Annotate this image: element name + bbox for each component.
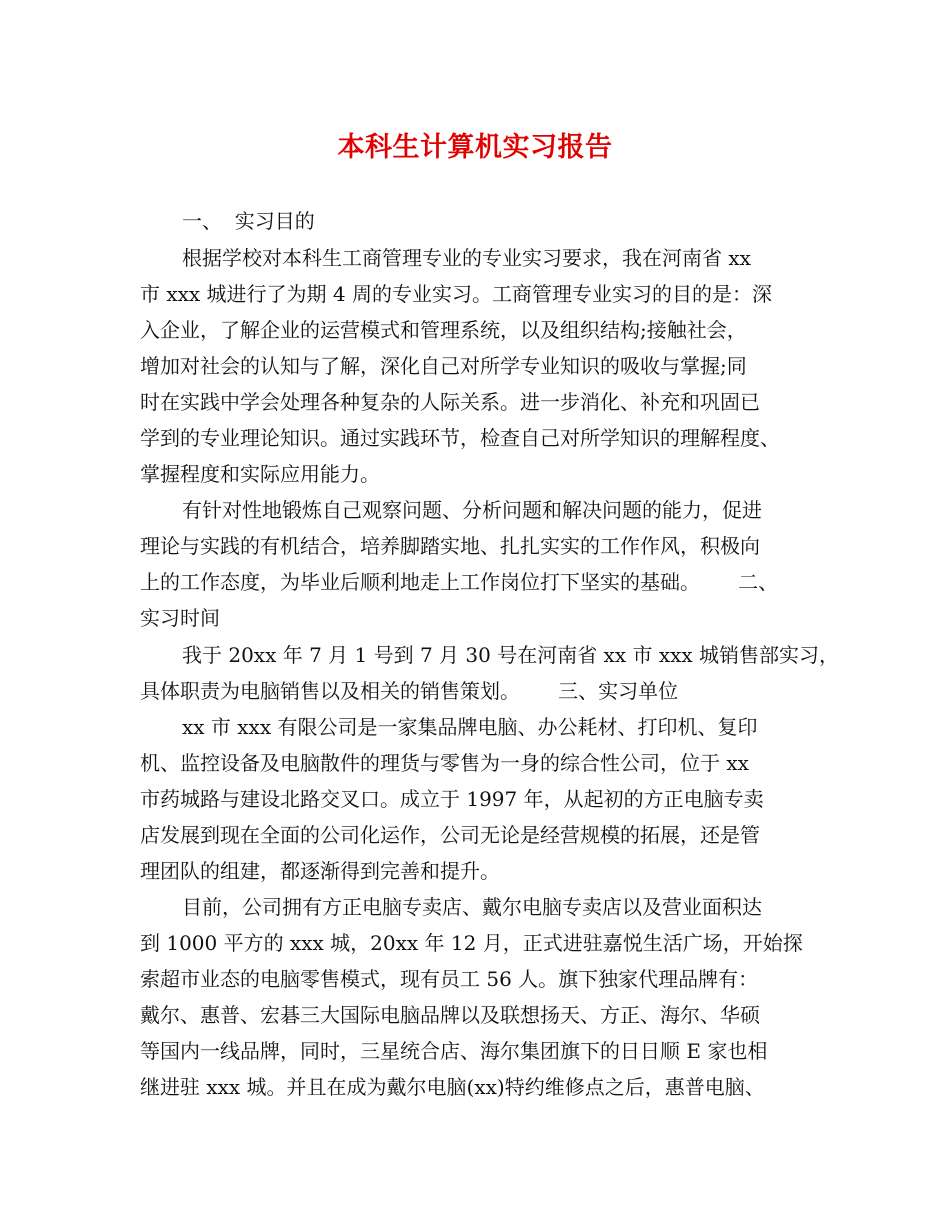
paragraph-line: 到 1000 平方的 xxx 城，20xx 年 12 月，正式进驻嘉悦生活广场，开始探 <box>140 931 803 955</box>
paragraph-line: 学到的专业理论知识。通过实践环节，检查自己对所学知识的理解程度、 <box>140 426 780 450</box>
paragraph-line: 目前，公司拥有方正电脑专卖店、戴尔电脑专卖店以及营业面积达 <box>182 895 762 919</box>
paragraph-line: 市药城路与建设北路交叉口。成立于 1997 年，从起初的方正电脑专卖 <box>140 787 764 811</box>
section-heading-purpose: 一、 实习目的 <box>182 209 315 233</box>
paragraph-line: 入企业，了解企业的运营模式和管理系统，以及组织结构;接触社会， <box>140 318 747 342</box>
paragraph-line: 继进驻 xxx 城。并且在成为戴尔电脑(xx)特约维修点之后，惠普电脑、 <box>140 1075 765 1099</box>
paragraph-line: 戴尔、惠普、宏碁三大国际电脑品牌以及联想扬天、方正、海尔、华硕 <box>140 1003 760 1027</box>
paragraph-line: 机、监控设备及电脑散件的理货与零售为一身的综合性公司，位于 xx <box>140 751 749 775</box>
paragraph-line: 我于 20xx 年 7 月 1 号到 7 月 30 号在河南省 xx 市 xxx 城销售部实习， <box>182 643 840 667</box>
paragraph-line: 索超市业态的电脑零售模式，现有员工 56 人。旗下独家代理品牌有： <box>140 967 759 991</box>
paragraph-line: 等国内一线品牌，同时，三星统合店、海尔集团旗下的日日顺 E 家也相 <box>140 1039 768 1063</box>
paragraph-line: 理论与实践的有机结合，培养脚踏实地、扎扎实实的工作作风，积极向 <box>140 534 760 558</box>
paragraph-line: 根据学校对本科生工商管理专业的专业实习要求，我在河南省 xx <box>182 246 751 270</box>
document-title: 本科生计算机实习报告 <box>337 132 613 163</box>
paragraph-line: 店发展到现在全面的公司化运作，公司无论是经营规模的拓展，还是管 <box>140 823 760 847</box>
paragraph-line: 掌握程度和实际应用能力。 <box>140 462 380 486</box>
paragraph-line: xx 市 xxx 有限公司是一家集品牌电脑、办公耗材、打印机、复印 <box>182 715 758 739</box>
paragraph-line: 理团队的组建，都逐渐得到完善和提升。 <box>140 859 500 883</box>
paragraph-line: 上的工作态度，为毕业后顺利地走上工作岗位打下坚实的基础。 二、 <box>140 570 779 594</box>
paragraph-line: 市 xxx 城进行了为期 4 周的专业实习。工商管理专业实习的目的是：深 <box>140 282 772 306</box>
paragraph-line: 具体职责为电脑销售以及相关的销售策划。 三、实习单位 <box>140 679 679 703</box>
paragraph-line: 增加对社会的认知与了解，深化自己对所学专业知识的吸收与掌握;同 <box>140 354 747 378</box>
paragraph-line: 时在实践中学会处理各种复杂的人际关系。进一步消化、补充和巩固已 <box>140 390 760 414</box>
paragraph-line: 有针对性地锻炼自己观察问题、分析问题和解决问题的能力，促进 <box>182 498 762 522</box>
section-heading-time: 实习时间 <box>140 606 220 630</box>
